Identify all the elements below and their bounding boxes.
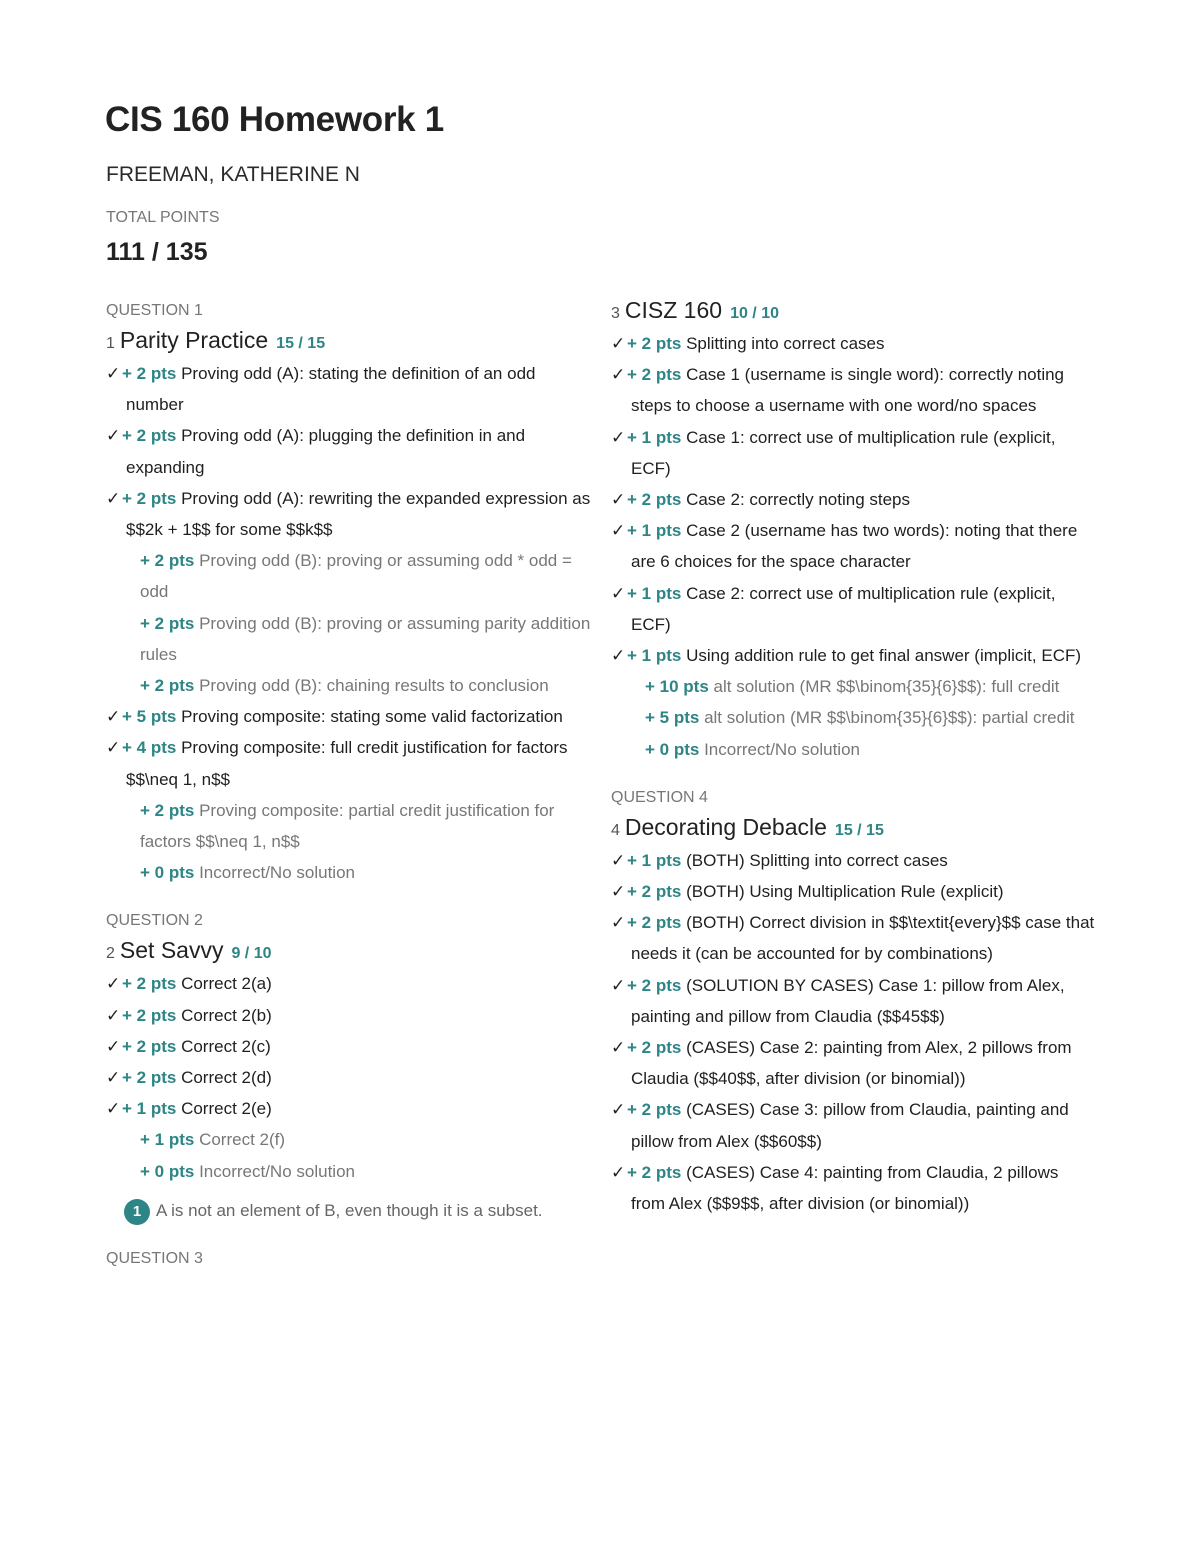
checkmark-icon: ✓ (106, 1036, 121, 1056)
rubric-description: (SOLUTION BY CASES) Case 1: pillow from Alex, painting and pillow from Claudia ($$45$$) (631, 975, 1065, 1026)
rubric-points: + 2 pts (627, 365, 682, 385)
checkmark-icon: ✓ (611, 882, 626, 902)
checkmark-icon: ✓ (106, 707, 121, 727)
rubric-points: + 2 pts (122, 1068, 177, 1088)
rubric-item (611, 907, 1096, 969)
rubric-item (611, 578, 1096, 640)
question-score: 9 / 10 (231, 945, 272, 963)
rubric-points: + 0 pts (140, 863, 195, 883)
rubric-item (611, 1157, 1096, 1219)
question-score: 15 / 15 (276, 335, 326, 352)
rubric-item (611, 515, 1096, 577)
rubric-description: (CASES) Case 4: painting from Claudia, 2 pillows from Alex ($$9$$, after division (or binomial)) (631, 1162, 1059, 1214)
question-label: QUESTION 4 (611, 788, 708, 806)
checkmark-icon: ✓ (611, 850, 626, 870)
rubric-description: Proving odd (B): proving or assuming odd * odd = odd (140, 551, 572, 602)
right-column (611, 292, 1096, 1241)
question-4 (611, 787, 1096, 1219)
rubric-points: + 2 pts (140, 676, 195, 696)
student-name: FREEMAN, KATHERINE N (106, 163, 360, 186)
rubric-description: Correct 2(a) (181, 974, 272, 994)
rubric-description: (BOTH) Using Multiplication Rule (explicit) (686, 882, 1004, 902)
rubric-item (106, 1062, 591, 1093)
checkmark-icon: ✓ (106, 426, 121, 446)
rubric-description: Correct 2(e) (181, 1099, 272, 1119)
question-label: QUESTION 2 (106, 912, 203, 930)
rubric-points: + 1 pts (627, 583, 682, 603)
question-header (611, 292, 1096, 328)
rubric-points: + 2 pts (140, 551, 195, 571)
rubric-description: Proving composite: full credit justification for factors $$\neq 1, n$$ (126, 738, 568, 789)
rubric-item (106, 1000, 591, 1031)
rubric-description: Splitting into correct cases (686, 334, 885, 353)
rubric-description: alt solution (MR $$\binom{35}{6}$$): partial credit (704, 708, 1075, 728)
rubric-points: + 2 pts (627, 975, 682, 995)
checkmark-icon: ✓ (106, 1005, 121, 1025)
rubric-description: (CASES) Case 3: pillow from Claudia, painting and pillow from Alex ($$60$$) (631, 1100, 1069, 1151)
rubric-description: Case 2: correctly noting steps (686, 490, 911, 510)
rubric-points: + 2 pts (627, 1100, 682, 1120)
rubric-item (106, 1124, 591, 1155)
rubric-item (611, 702, 1096, 733)
rubric-description: (BOTH) Splitting into correct cases (686, 850, 948, 870)
rubric-item (611, 671, 1096, 702)
checkmark-icon: ✓ (611, 975, 626, 995)
question-number: 4 (611, 821, 620, 839)
rubric-description: Case 2: correct use of multiplication rule (explicit, ECF) (631, 583, 1056, 634)
rubric-description: (CASES) Case 2: painting from Alex, 2 pillows from Claudia ($$40$$, after division (or binomial)) (631, 1038, 1072, 1089)
rubric-list (611, 845, 1096, 1219)
rubric-description: Incorrect/No solution (199, 1161, 355, 1181)
total-points-label: TOTAL POINTS (106, 209, 220, 226)
rubric-points: + 2 pts (140, 800, 195, 820)
checkmark-icon: ✓ (106, 974, 121, 994)
rubric-description: Correct 2(c) (181, 1036, 271, 1056)
rubric-description: Proving odd (A): plugging the definition in and expanding (126, 426, 526, 477)
rubric-points: + 2 pts (140, 613, 195, 633)
checkmark-icon: ✓ (611, 427, 626, 447)
question-2 (106, 910, 591, 1226)
question-score: 15 / 15 (834, 821, 884, 839)
rubric-list (106, 968, 591, 1186)
comment-badge[interactable]: 1 (124, 1199, 150, 1225)
checkmark-icon: ✓ (106, 738, 121, 758)
checkmark-icon: ✓ (611, 490, 626, 510)
rubric-points: + 10 pts (645, 677, 709, 697)
question-label: QUESTION 1 (106, 302, 203, 319)
checkmark-icon: ✓ (611, 646, 626, 666)
question-title: Set Savvy (119, 937, 224, 964)
rubric-item (611, 845, 1096, 876)
page-title: CIS 160 Homework 1 (105, 100, 444, 139)
rubric-item (611, 422, 1096, 484)
checkmark-icon: ✓ (611, 521, 626, 541)
rubric-points: + 1 pts (627, 427, 682, 447)
rubric-description: Proving composite: partial credit justification for factors $$\neq 1, n$$ (140, 800, 555, 852)
rubric-points: + 1 pts (122, 1099, 177, 1119)
rubric-description: alt solution (MR $$\binom{35}{6}$$): full credit (713, 677, 1060, 697)
rubric-item (611, 1032, 1096, 1094)
question-number: 1 (106, 335, 115, 352)
question-header (106, 932, 591, 968)
rubric-description: Proving odd (A): rewriting the expanded expression as $$2k + 1$$ for some $$k$$ (126, 488, 591, 540)
checkmark-icon: ✓ (611, 913, 626, 933)
checkmark-icon: ✓ (611, 1038, 626, 1058)
rubric-description: Incorrect/No solution (704, 739, 860, 759)
rubric-description: (BOTH) Correct division in $$\textit{every}$$ case that needs it (can be accounted for by combinations) (631, 913, 1095, 964)
checkmark-icon: ✓ (106, 1068, 121, 1088)
rubric-points: + 2 pts (122, 488, 177, 508)
checkmark-icon: ✓ (611, 365, 626, 385)
rubric-description: Proving odd (B): proving or assuming parity addition rules (140, 613, 591, 664)
rubric-description: Proving odd (A): stating the definition of an odd number (126, 364, 536, 415)
checkmark-icon: ✓ (106, 364, 121, 383)
checkmark-icon: ✓ (106, 488, 121, 508)
question-score: 10 / 10 (730, 305, 779, 322)
rubric-points: + 1 pts (140, 1130, 195, 1150)
rubric-item (106, 732, 591, 794)
rubric-item (611, 970, 1096, 1032)
rubric-points: + 2 pts (627, 1038, 682, 1058)
rubric-item (106, 483, 591, 545)
question-label: QUESTION 3 (106, 1250, 203, 1268)
rubric-description: Correct 2(f) (199, 1130, 286, 1150)
rubric-description: Case 1: correct use of multiplication rule (explicit, ECF) (631, 427, 1056, 478)
rubric-points: + 2 pts (627, 1162, 682, 1182)
rubric-points: + 2 pts (122, 1036, 177, 1056)
rubric-points: + 4 pts (122, 738, 177, 758)
rubric-points: + 2 pts (122, 426, 177, 446)
question-title: CISZ 160 (624, 297, 723, 323)
rubric-item (611, 328, 1096, 359)
rubric-points: + 0 pts (140, 1161, 195, 1181)
rubric-item (106, 545, 591, 607)
rubric-item (611, 359, 1096, 421)
checkmark-icon: ✓ (611, 334, 626, 353)
checkmark-icon: ✓ (611, 1162, 626, 1182)
grader-comment (106, 1195, 591, 1226)
rubric-item (106, 608, 591, 670)
rubric-item (611, 484, 1096, 515)
rubric-points: + 1 pts (627, 850, 682, 870)
rubric-points: + 2 pts (122, 974, 177, 994)
question-number: 2 (106, 945, 115, 963)
question-3 (611, 292, 1096, 765)
rubric-description: Correct 2(d) (181, 1068, 272, 1088)
rubric-item (611, 640, 1096, 671)
rubric-points: + 2 pts (627, 490, 682, 510)
rubric-description: Case 1 (username is single word): correctly noting steps to choose a username with one word/no spaces (631, 365, 1065, 416)
rubric-points: + 1 pts (627, 646, 682, 666)
left-column (106, 300, 591, 1270)
question-number: 3 (611, 305, 620, 322)
checkmark-icon: ✓ (611, 583, 626, 603)
rubric-item (106, 701, 591, 732)
rubric-description: Using addition rule to get final answer (implicit, ECF) (686, 646, 1082, 666)
rubric-item (106, 795, 591, 857)
rubric-points: + 1 pts (627, 521, 682, 541)
rubric-points: + 2 pts (122, 364, 177, 383)
rubric-item (106, 1093, 591, 1124)
rubric-item (106, 968, 591, 999)
question-1 (106, 300, 591, 888)
question-title: Decorating Debacle (624, 813, 827, 840)
rubric-item (106, 1031, 591, 1062)
question-header (106, 322, 591, 358)
rubric-description: Proving composite: stating some valid factorization (181, 707, 563, 727)
rubric-description: Incorrect/No solution (199, 863, 355, 883)
checkmark-icon: ✓ (611, 1100, 626, 1120)
rubric-points: + 0 pts (645, 739, 700, 759)
rubric-description: Correct 2(b) (181, 1005, 272, 1025)
rubric-description: Proving odd (B): chaining results to conclusion (199, 676, 549, 696)
rubric-item (106, 358, 591, 420)
rubric-points: + 2 pts (627, 882, 682, 902)
rubric-points: + 5 pts (122, 707, 177, 727)
rubric-list (611, 328, 1096, 765)
rubric-item (106, 420, 591, 482)
checkmark-icon: ✓ (106, 1099, 121, 1119)
rubric-list (106, 358, 591, 888)
rubric-item (106, 857, 591, 888)
rubric-points: + 2 pts (627, 334, 682, 353)
rubric-item (611, 1094, 1096, 1156)
comment-text: A is not an element of B, even though it is a subset. (156, 1200, 543, 1220)
rubric-item (611, 734, 1096, 765)
question-header (611, 809, 1096, 845)
rubric-description: Case 2 (username has two words): noting that there are 6 choices for the space character (631, 521, 1078, 572)
rubric-points: + 5 pts (645, 708, 700, 728)
total-points-value: 111 / 135 (106, 238, 208, 266)
question-title: Parity Practice (119, 327, 269, 353)
rubric-points: + 2 pts (627, 913, 682, 933)
rubric-item (611, 876, 1096, 907)
rubric-item (106, 670, 591, 701)
rubric-points: + 2 pts (122, 1005, 177, 1025)
rubric-item (106, 1156, 591, 1187)
